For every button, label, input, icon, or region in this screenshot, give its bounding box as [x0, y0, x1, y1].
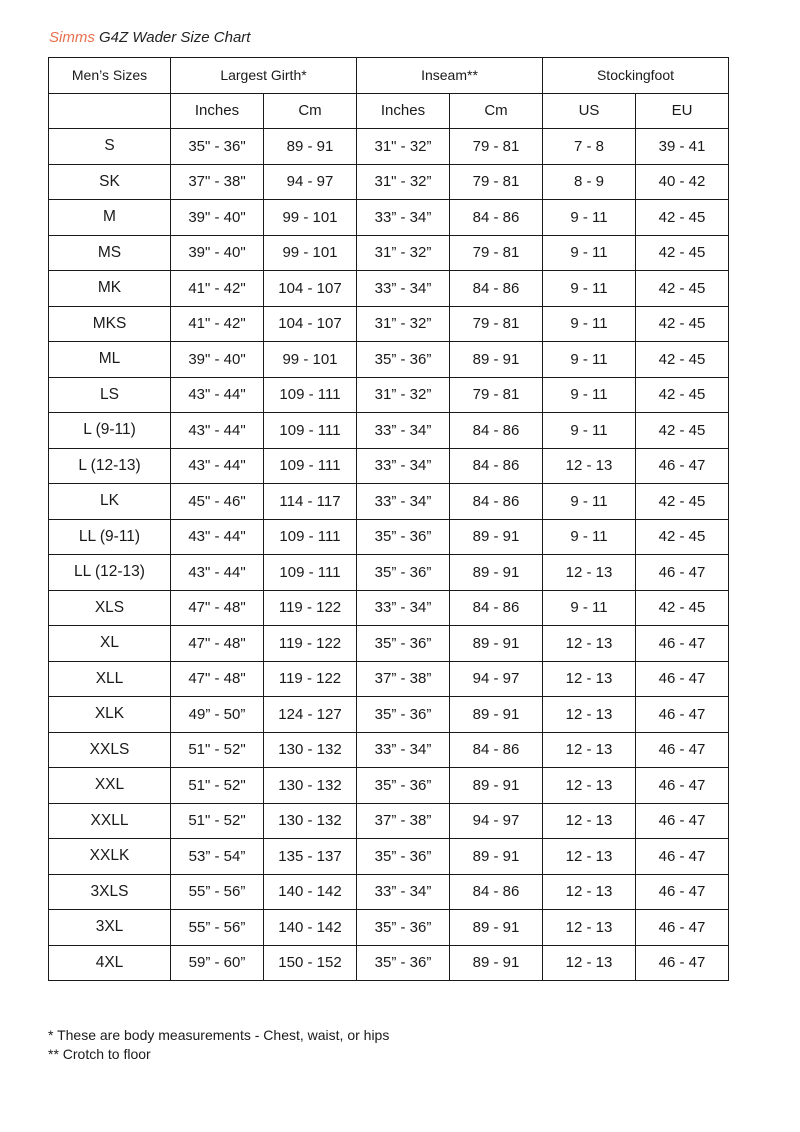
- chart-title: G4Z Wader Size Chart: [99, 29, 251, 46]
- cell-foot-eu: 46 - 47: [636, 874, 729, 910]
- cell-size: 4XL: [49, 945, 171, 981]
- header-stockingfoot: Stockingfoot: [543, 58, 729, 94]
- footnotes: [48, 1026, 389, 1064]
- cell-girth-cm: 109 - 111: [264, 519, 357, 555]
- cell-size: LL (9-11): [49, 519, 171, 555]
- table-row: [49, 626, 729, 662]
- cell-girth-inches: 47" - 48": [171, 626, 264, 662]
- table-row: [49, 839, 729, 875]
- cell-inseam-inches: 33” - 34”: [357, 874, 450, 910]
- cell-girth-cm: 119 - 122: [264, 661, 357, 697]
- cell-girth-inches: 41" - 42": [171, 306, 264, 342]
- cell-foot-eu: 46 - 47: [636, 945, 729, 981]
- cell-foot-us: 9 - 11: [543, 342, 636, 378]
- cell-size: SK: [49, 164, 171, 200]
- table-row: [49, 129, 729, 165]
- cell-size: ML: [49, 342, 171, 378]
- cell-girth-inches: 37" - 38": [171, 164, 264, 200]
- cell-girth-inches: 49” - 50”: [171, 697, 264, 733]
- cell-inseam-inches: 31" - 32”: [357, 164, 450, 200]
- cell-foot-us: 8 - 9: [543, 164, 636, 200]
- cell-girth-cm: 130 - 132: [264, 768, 357, 804]
- cell-inseam-inches: 33” - 34”: [357, 484, 450, 520]
- table-row: [49, 910, 729, 946]
- cell-size: XLL: [49, 661, 171, 697]
- cell-girth-cm: 104 - 107: [264, 306, 357, 342]
- cell-girth-inches: 55” - 56”: [171, 910, 264, 946]
- table-row: [49, 590, 729, 626]
- cell-inseam-inches: 37” - 38”: [357, 803, 450, 839]
- cell-foot-eu: 46 - 47: [636, 910, 729, 946]
- cell-foot-eu: 46 - 47: [636, 697, 729, 733]
- header-girth-cm: Cm: [264, 93, 357, 129]
- cell-foot-us: 9 - 11: [543, 306, 636, 342]
- cell-inseam-cm: 84 - 86: [450, 484, 543, 520]
- cell-inseam-inches: 35” - 36”: [357, 910, 450, 946]
- cell-size: L (12-13): [49, 448, 171, 484]
- cell-girth-inches: 43" - 44": [171, 519, 264, 555]
- cell-inseam-cm: 89 - 91: [450, 626, 543, 662]
- cell-inseam-cm: 84 - 86: [450, 874, 543, 910]
- cell-foot-eu: 46 - 47: [636, 661, 729, 697]
- cell-inseam-inches: 35” - 36”: [357, 555, 450, 591]
- cell-girth-inches: 43" - 44": [171, 413, 264, 449]
- cell-foot-eu: 42 - 45: [636, 413, 729, 449]
- cell-foot-us: 12 - 13: [543, 910, 636, 946]
- cell-girth-inches: 53” - 54”: [171, 839, 264, 875]
- header-inseam: Inseam**: [357, 58, 543, 94]
- cell-size: XL: [49, 626, 171, 662]
- cell-girth-inches: 39" - 40": [171, 200, 264, 236]
- cell-foot-eu: 42 - 45: [636, 342, 729, 378]
- table-row: [49, 200, 729, 236]
- cell-foot-us: 12 - 13: [543, 732, 636, 768]
- cell-size: L (9-11): [49, 413, 171, 449]
- cell-foot-us: 12 - 13: [543, 697, 636, 733]
- cell-inseam-inches: 33” - 34”: [357, 413, 450, 449]
- cell-inseam-inches: 35” - 36”: [357, 768, 450, 804]
- cell-size: XXLK: [49, 839, 171, 875]
- header-foot-us: US: [543, 93, 636, 129]
- cell-girth-cm: 109 - 111: [264, 555, 357, 591]
- cell-size: 3XL: [49, 910, 171, 946]
- cell-inseam-cm: 94 - 97: [450, 803, 543, 839]
- cell-inseam-inches: 31” - 32”: [357, 377, 450, 413]
- cell-foot-eu: 46 - 47: [636, 839, 729, 875]
- cell-inseam-inches: 33” - 34”: [357, 448, 450, 484]
- cell-size: LL (12-13): [49, 555, 171, 591]
- cell-foot-us: 12 - 13: [543, 555, 636, 591]
- cell-inseam-cm: 84 - 86: [450, 448, 543, 484]
- table-row: [49, 342, 729, 378]
- cell-girth-cm: 124 - 127: [264, 697, 357, 733]
- cell-girth-cm: 150 - 152: [264, 945, 357, 981]
- cell-foot-us: 12 - 13: [543, 661, 636, 697]
- cell-inseam-inches: 35” - 36”: [357, 626, 450, 662]
- cell-girth-cm: 109 - 111: [264, 413, 357, 449]
- cell-foot-eu: 46 - 47: [636, 803, 729, 839]
- cell-size: XXLS: [49, 732, 171, 768]
- cell-foot-eu: 42 - 45: [636, 590, 729, 626]
- table-row: [49, 448, 729, 484]
- cell-girth-cm: 104 - 107: [264, 271, 357, 307]
- cell-size: XXL: [49, 768, 171, 804]
- cell-inseam-inches: 33” - 34”: [357, 200, 450, 236]
- header-mens-sizes: Men’s Sizes: [49, 58, 171, 94]
- cell-girth-cm: 99 - 101: [264, 235, 357, 271]
- cell-inseam-cm: 79 - 81: [450, 164, 543, 200]
- cell-size: LS: [49, 377, 171, 413]
- cell-girth-cm: 109 - 111: [264, 377, 357, 413]
- cell-foot-eu: 46 - 47: [636, 732, 729, 768]
- cell-girth-inches: 47" - 48": [171, 590, 264, 626]
- sub-header-row: [49, 93, 729, 129]
- group-header-row: [49, 58, 729, 94]
- cell-foot-eu: 40 - 42: [636, 164, 729, 200]
- cell-inseam-cm: 84 - 86: [450, 732, 543, 768]
- cell-size: 3XLS: [49, 874, 171, 910]
- table-row: [49, 732, 729, 768]
- cell-inseam-inches: 31” - 32”: [357, 235, 450, 271]
- cell-girth-cm: 140 - 142: [264, 874, 357, 910]
- cell-inseam-inches: 33” - 34”: [357, 271, 450, 307]
- cell-inseam-inches: 35” - 36”: [357, 342, 450, 378]
- cell-girth-inches: 43" - 44": [171, 448, 264, 484]
- cell-girth-inches: 51" - 52": [171, 768, 264, 804]
- cell-inseam-inches: 37” - 38”: [357, 661, 450, 697]
- cell-foot-us: 12 - 13: [543, 803, 636, 839]
- cell-foot-us: 9 - 11: [543, 519, 636, 555]
- cell-girth-cm: 119 - 122: [264, 626, 357, 662]
- cell-foot-us: 12 - 13: [543, 626, 636, 662]
- cell-girth-cm: 130 - 132: [264, 732, 357, 768]
- footnote-crotch-to-floor: ** Crotch to floor: [48, 1046, 151, 1062]
- cell-size: M: [49, 200, 171, 236]
- header-inseam-inches: Inches: [357, 93, 450, 129]
- cell-foot-eu: 42 - 45: [636, 235, 729, 271]
- cell-girth-inches: 41" - 42": [171, 271, 264, 307]
- cell-inseam-inches: 33” - 34”: [357, 590, 450, 626]
- size-chart-table: [48, 57, 729, 981]
- cell-girth-cm: 94 - 97: [264, 164, 357, 200]
- table-row: [49, 413, 729, 449]
- table-row: [49, 484, 729, 520]
- cell-foot-us: 12 - 13: [543, 874, 636, 910]
- cell-girth-cm: 109 - 111: [264, 448, 357, 484]
- cell-girth-cm: 130 - 132: [264, 803, 357, 839]
- table-row: [49, 555, 729, 591]
- cell-girth-cm: 119 - 122: [264, 590, 357, 626]
- cell-inseam-cm: 89 - 91: [450, 519, 543, 555]
- cell-inseam-cm: 89 - 91: [450, 945, 543, 981]
- cell-size: XXLL: [49, 803, 171, 839]
- cell-foot-us: 12 - 13: [543, 448, 636, 484]
- cell-foot-us: 9 - 11: [543, 200, 636, 236]
- cell-foot-us: 9 - 11: [543, 413, 636, 449]
- cell-inseam-inches: 35” - 36”: [357, 839, 450, 875]
- table-row: [49, 661, 729, 697]
- cell-inseam-inches: 31” - 32”: [357, 306, 450, 342]
- cell-size: MS: [49, 235, 171, 271]
- header-foot-eu: EU: [636, 93, 729, 129]
- cell-girth-cm: 99 - 101: [264, 342, 357, 378]
- cell-girth-inches: 45" - 46": [171, 484, 264, 520]
- cell-girth-inches: 39" - 40": [171, 342, 264, 378]
- header-inseam-cm: Cm: [450, 93, 543, 129]
- cell-foot-eu: 46 - 47: [636, 448, 729, 484]
- table-row: [49, 306, 729, 342]
- cell-girth-inches: 59” - 60”: [171, 945, 264, 981]
- cell-size: S: [49, 129, 171, 165]
- cell-foot-eu: 46 - 47: [636, 555, 729, 591]
- cell-inseam-cm: 89 - 91: [450, 839, 543, 875]
- cell-girth-inches: 43" - 44": [171, 555, 264, 591]
- cell-girth-cm: 114 - 117: [264, 484, 357, 520]
- cell-foot-us: 9 - 11: [543, 484, 636, 520]
- cell-inseam-cm: 89 - 91: [450, 342, 543, 378]
- cell-inseam-inches: 33” - 34”: [357, 732, 450, 768]
- table-row: [49, 377, 729, 413]
- cell-girth-cm: 89 - 91: [264, 129, 357, 165]
- cell-girth-inches: 47" - 48": [171, 661, 264, 697]
- cell-foot-us: 12 - 13: [543, 945, 636, 981]
- cell-inseam-cm: 89 - 91: [450, 697, 543, 733]
- cell-inseam-inches: 35” - 36”: [357, 945, 450, 981]
- table-row: [49, 874, 729, 910]
- footnote-body-measurements: * These are body measurements - Chest, waist, or hips: [48, 1027, 390, 1043]
- cell-girth-inches: 35" - 36": [171, 129, 264, 165]
- cell-girth-cm: 135 - 137: [264, 839, 357, 875]
- cell-inseam-cm: 84 - 86: [450, 590, 543, 626]
- table-row: [49, 803, 729, 839]
- cell-inseam-cm: 84 - 86: [450, 271, 543, 307]
- cell-size: XLS: [49, 590, 171, 626]
- cell-foot-eu: 42 - 45: [636, 484, 729, 520]
- cell-inseam-cm: 89 - 91: [450, 768, 543, 804]
- cell-girth-inches: 43" - 44": [171, 377, 264, 413]
- cell-size: MKS: [49, 306, 171, 342]
- table-row: [49, 945, 729, 981]
- cell-inseam-cm: 84 - 86: [450, 413, 543, 449]
- brand-name: Simms: [49, 29, 95, 46]
- cell-inseam-cm: 84 - 86: [450, 200, 543, 236]
- cell-size: XLK: [49, 697, 171, 733]
- cell-foot-eu: 42 - 45: [636, 306, 729, 342]
- cell-foot-eu: 42 - 45: [636, 271, 729, 307]
- table-row: [49, 271, 729, 307]
- cell-inseam-inches: 31" - 32”: [357, 129, 450, 165]
- cell-girth-cm: 99 - 101: [264, 200, 357, 236]
- header-largest-girth: Largest Girth*: [171, 58, 357, 94]
- cell-inseam-cm: 79 - 81: [450, 129, 543, 165]
- cell-size: LK: [49, 484, 171, 520]
- cell-girth-inches: 51" - 52": [171, 732, 264, 768]
- cell-girth-inches: 51" - 52": [171, 803, 264, 839]
- cell-foot-us: 9 - 11: [543, 271, 636, 307]
- cell-foot-eu: 46 - 47: [636, 768, 729, 804]
- size-chart-body: [49, 129, 729, 981]
- header-girth-inches: Inches: [171, 93, 264, 129]
- cell-foot-us: 9 - 11: [543, 377, 636, 413]
- cell-foot-us: 7 - 8: [543, 129, 636, 165]
- table-row: [49, 235, 729, 271]
- table-row: [49, 768, 729, 804]
- cell-foot-us: 12 - 13: [543, 768, 636, 804]
- cell-inseam-cm: 89 - 91: [450, 555, 543, 591]
- cell-inseam-inches: 35” - 36”: [357, 519, 450, 555]
- cell-girth-cm: 140 - 142: [264, 910, 357, 946]
- cell-foot-eu: 39 - 41: [636, 129, 729, 165]
- page-title: [49, 28, 250, 48]
- cell-foot-eu: 42 - 45: [636, 519, 729, 555]
- cell-inseam-cm: 79 - 81: [450, 235, 543, 271]
- cell-inseam-cm: 79 - 81: [450, 306, 543, 342]
- cell-foot-us: 12 - 13: [543, 839, 636, 875]
- header-empty: [49, 93, 171, 129]
- cell-foot-eu: 42 - 45: [636, 377, 729, 413]
- cell-size: MK: [49, 271, 171, 307]
- cell-inseam-cm: 94 - 97: [450, 661, 543, 697]
- cell-foot-us: 9 - 11: [543, 235, 636, 271]
- cell-inseam-cm: 79 - 81: [450, 377, 543, 413]
- cell-inseam-cm: 89 - 91: [450, 910, 543, 946]
- table-row: [49, 519, 729, 555]
- cell-girth-inches: 55” - 56”: [171, 874, 264, 910]
- cell-girth-inches: 39" - 40": [171, 235, 264, 271]
- table-row: [49, 697, 729, 733]
- cell-inseam-inches: 35” - 36”: [357, 697, 450, 733]
- cell-foot-eu: 46 - 47: [636, 626, 729, 662]
- cell-foot-us: 9 - 11: [543, 590, 636, 626]
- table-row: [49, 164, 729, 200]
- cell-foot-eu: 42 - 45: [636, 200, 729, 236]
